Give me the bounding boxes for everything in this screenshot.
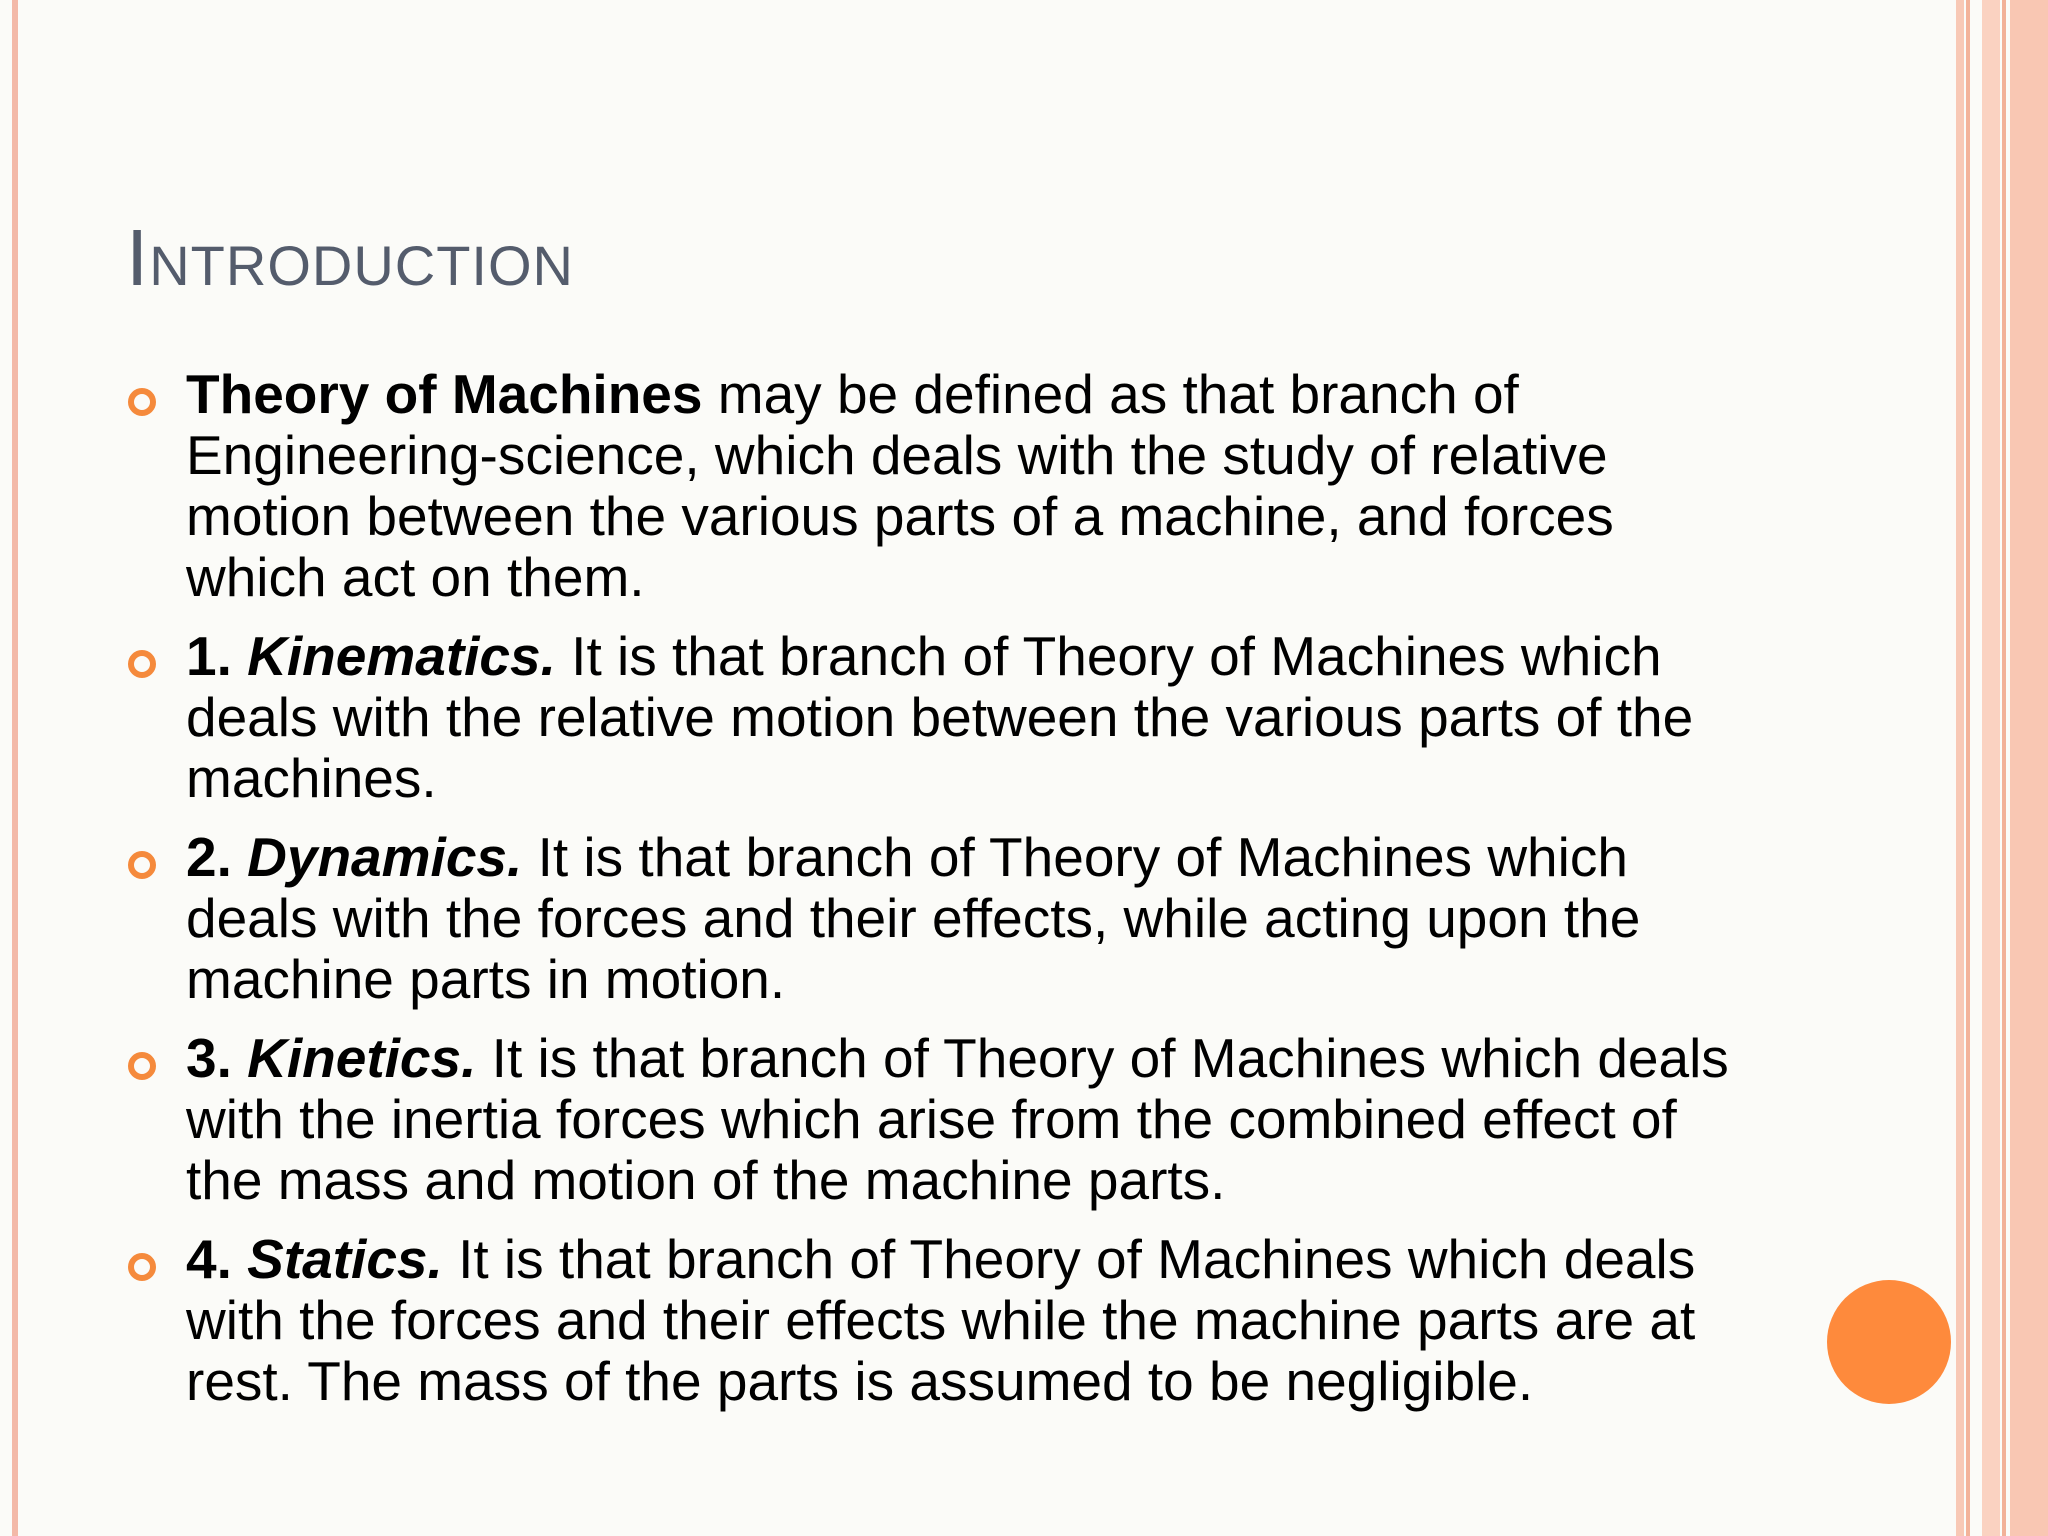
bullet-circle-icon [128,1253,156,1281]
bullet-text: may be defined as that branch of Engineering-science, which deals with the study of relative motion between the various parts of a machine, and forces which act on them. [186,363,1614,608]
left-border-decoration [12,0,18,1536]
slide-title [126,212,574,304]
right-stripe-decoration [1956,0,1964,1536]
bullet-term: Dynamics. [247,826,523,888]
bullet-circle-icon [128,650,156,678]
bullet-term: Kinematics. [247,625,556,687]
bullet-number: 1. [186,625,248,687]
right-stripe-decoration [1982,0,2000,1536]
bullet-term: Statics. [247,1228,443,1290]
orange-circle-decoration [1827,1280,1951,1404]
bullet-item-statics [128,1229,1768,1412]
bullet-circle-icon [128,388,156,416]
bullet-term: Theory of Machines [186,363,703,425]
title-initial: I [126,213,150,302]
bullet-text: It is that branch of Theory of Machines which deals with the forces and their effects while the machine parts are at rest. The mass of the parts is assumed to be negligible. [186,1228,1696,1412]
bullet-number: 2. [186,826,248,888]
bullet-circle-icon [128,851,156,879]
bullet-item-theory [128,364,1768,608]
bullet-text: It is that branch of Theory of Machines which deals with the relative motion between the various parts of the machines. [186,625,1694,809]
bullet-item-kinetics [128,1028,1768,1211]
right-stripe-decoration [1966,0,1970,1536]
right-stripe-decoration [2002,0,2006,1536]
bullet-item-dynamics [128,827,1768,1010]
bullet-term: Kinetics. [247,1027,477,1089]
right-stripe-decoration [2010,0,2048,1536]
bullet-text: It is that branch of Theory of Machines which deals with the inertia forces which arise from the combined effect of the mass and motion of the machine parts. [186,1027,1729,1211]
bullet-item-kinematics [128,626,1768,809]
bullet-number: 4. [186,1228,248,1290]
title-rest: NTRODUCTION [149,234,574,297]
bullet-list [128,364,1768,1430]
bullet-text: It is that branch of Theory of Machines which deals with the forces and their effects, while acting upon the machine parts in motion. [186,826,1641,1010]
bullet-circle-icon [128,1052,156,1080]
bullet-number: 3. [186,1027,248,1089]
